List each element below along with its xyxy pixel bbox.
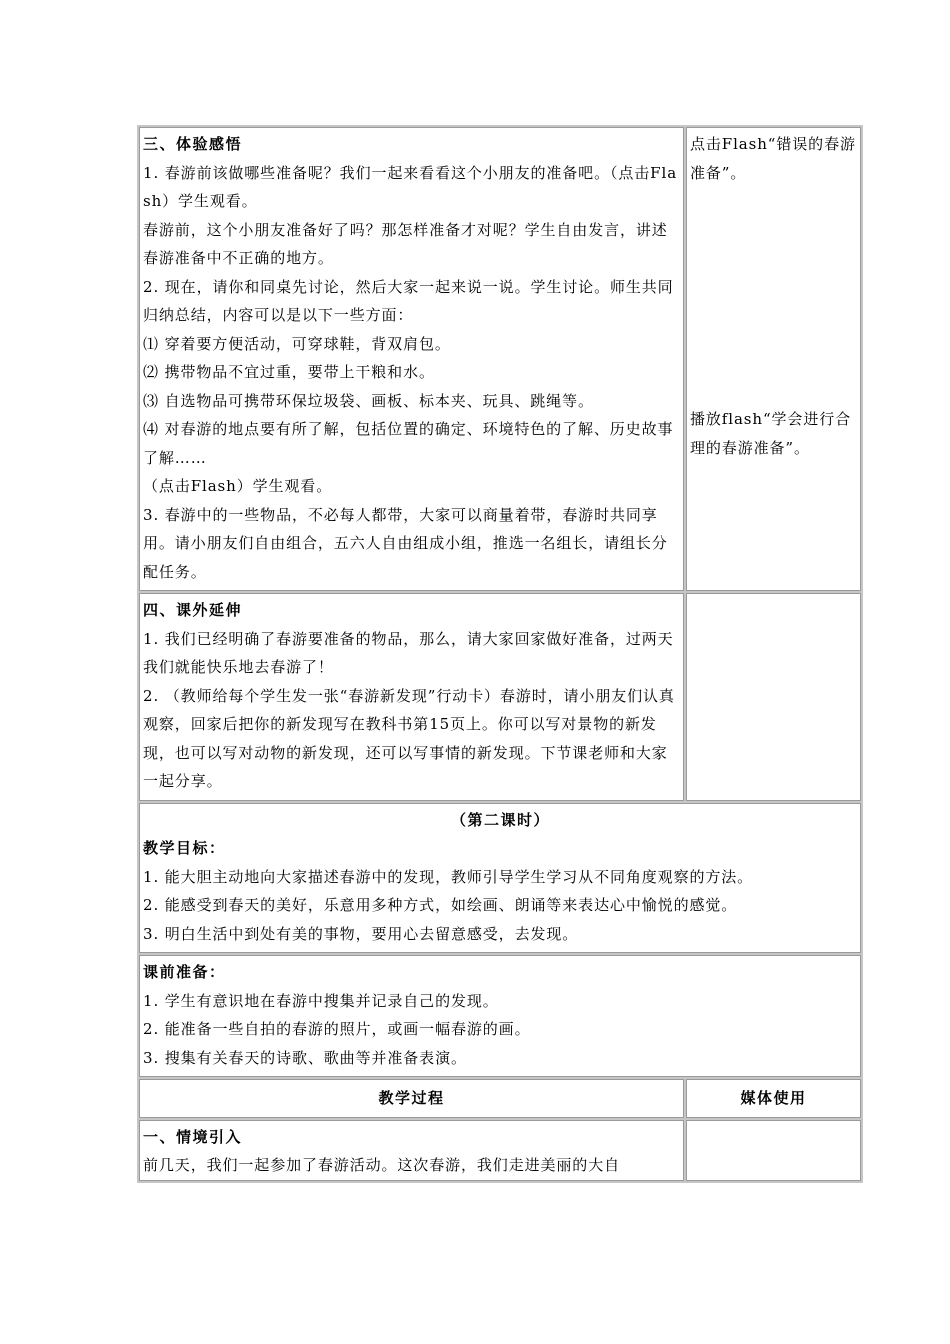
table-row [139,955,861,1077]
table-row [139,593,861,801]
intro-paragraph: 前几天，我们一起参加了春游活动。这次春游，我们走进美丽的大自 [143,1156,621,1174]
section4-title: 四、课外延伸 [143,601,243,619]
lesson2-title: （第二课时） [450,810,550,829]
section3-paragraph: 1. 春游前该做哪些准备呢？我们一起来看看这个小朋友的准备吧。（点击Flash）学生观看。 [143,163,678,210]
header-media: 媒体使用 [740,1089,807,1107]
intro-title: 一、情境引入 [143,1127,243,1146]
media-note-flash-wrong: 点击Flash“错误的春游准备”。 [690,135,856,182]
section3-paragraph: ⑷ 对春游的地点要有所了解，包括位置的确定、环境特色的了解、历史故事了解…… [143,420,674,467]
prep-item: 3. 搜集有关春天的诗歌、歌曲等并准备表演。 [143,1048,467,1067]
table-row [139,803,861,954]
prep-item: 1. 学生有意识地在春游中搜集并记录自己的发现。 [143,991,499,1010]
goal-item: 2. 能感受到春天的美好，乐意用多种方式，如绘画、朗诵等来表达心中愉悦的感觉。 [143,896,738,914]
prep-title: 课前准备： [143,963,226,981]
section4-cell [139,593,684,801]
section3-cell [139,127,684,591]
section3-paragraph: （点击Flash）学生观看。 [143,477,333,495]
table-row [139,127,861,591]
section3-paragraph: 春游前，这个小朋友准备好了吗？那怎样准备才对呢？学生自由发言，讲述春游准备中不正确的地方。 [143,220,668,267]
goal-item: 3. 明白生活中到处有美的事物，要用心去留意感受，去发现。 [143,924,579,943]
lesson-plan-table [137,125,863,1183]
section3-media-cell [686,127,861,591]
goals-title: 教学目标： [143,839,226,857]
section3-paragraph: ⑶ 自选物品可携带环保垃圾袋、画板、标本夹、玩具、跳绳等。 [143,391,594,410]
media-note-flash-correct: 播放flash“学会进行合理的春游准备”。 [690,410,852,457]
header-process: 教学过程 [378,1089,445,1107]
section3-paragraph: ⑴ 穿着要方便活动，可穿球鞋，背双肩包。 [143,334,451,353]
section3-paragraph: 3. 春游中的一些物品，不必每人都带，大家可以商量着带，春游时共同享用。请小朋友们自由组合，五六人自由组成小组，推选一名组长，请组长分配任务。 [143,505,668,581]
section4-paragraph: 1. 我们已经明确了春游要准备的物品，那么，请大家回家做好准备，过两天我们就能快乐地去春游了！ [143,629,674,676]
intro-cell [139,1120,684,1181]
intro-media-cell [686,1120,861,1181]
goal-item: 1. 能大胆主动地向大家描述春游中的发现，教师引导学生学习从不同角度观察的方法。 [143,867,754,886]
section3-title: 三、体验感悟 [143,135,243,153]
header-process-cell [139,1079,684,1118]
prep-item: 2. 能准备一些自拍的春游的照片，或画一幅春游的画。 [143,1020,531,1038]
lesson2-goals-cell [139,803,861,954]
section3-paragraph: ⑵ 携带物品不宜过重，要带上干粮和水。 [143,363,435,381]
header-media-cell [686,1079,861,1118]
table-header-row [139,1079,861,1118]
section4-paragraph: 2. （教师给每个学生发一张“春游新发现”行动卡）春游时，请小朋友们认真观察，回家后把你的新发现写在教科书第15页上。你可以写对景物的新发现，也可以写对动物的新发现，还可以写事情的新发现。下节课老师和大家一起分享。 [143,686,675,790]
section3-paragraph: 2. 现在，请你和同桌先讨论，然后大家一起来说一说。学生讨论。师生共同归纳总结，内容可以是以下一些方面： [143,277,674,324]
prep-cell [139,955,861,1077]
section4-media-cell [686,593,861,801]
table-row [139,1120,861,1181]
